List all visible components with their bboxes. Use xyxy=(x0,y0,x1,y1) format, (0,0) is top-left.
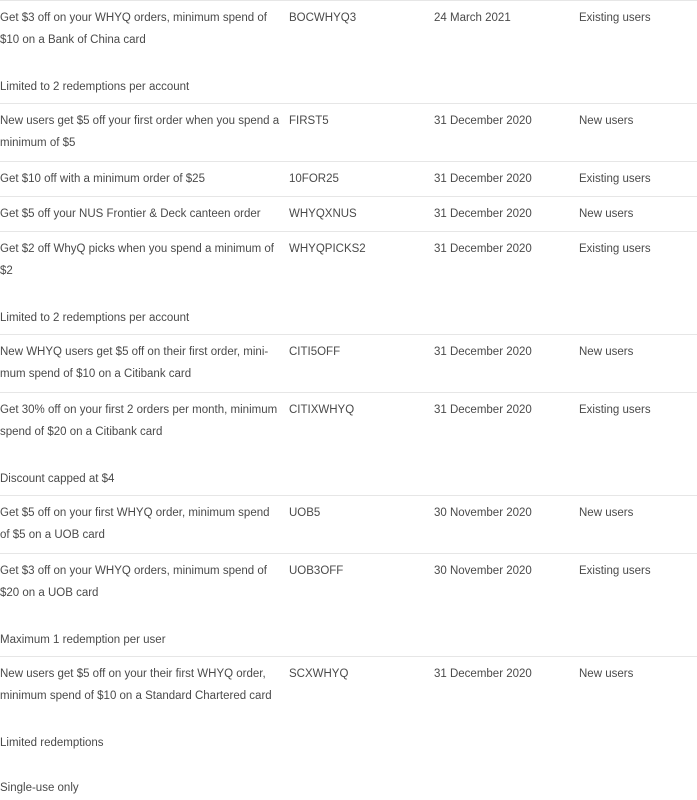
promo-expiry: 31 December 2020 xyxy=(434,115,532,127)
promo-expiry: 31 December 2020 xyxy=(434,346,532,358)
promo-description: Get 30% off on your first 2 orders per month, minimum spend of $20 on a Citibank card xyxy=(0,404,278,438)
promo-code: 10FOR25 xyxy=(289,173,339,185)
promo-note: Limited to 2 redemptions per account xyxy=(0,312,190,324)
promo-description: Get $5 off on your first WHYQ order, minimum spend of $5 on a UOB card xyxy=(0,507,270,541)
promo-expiry: 31 December 2020 xyxy=(434,668,532,680)
promo-row xyxy=(0,197,697,232)
promo-description: New WHYQ users get $5 off on their first order, mini-mum spend of $10 on a Citibank card xyxy=(0,346,269,380)
promo-eligibility: Existing users xyxy=(579,404,651,416)
promo-row xyxy=(0,232,697,335)
promo-eligibility: Existing users xyxy=(579,565,651,577)
promo-note: Maximum 1 redemption per user xyxy=(0,634,166,646)
promo-row xyxy=(0,162,697,197)
promo-description: Get $5 off your NUS Frontier & Deck canteen order xyxy=(0,208,261,220)
promo-eligibility: New users xyxy=(579,208,634,220)
promo-expiry: 31 December 2020 xyxy=(434,173,532,185)
promo-row xyxy=(0,1,697,104)
promo-row xyxy=(0,496,697,554)
promo-eligibility: Existing users xyxy=(579,173,651,185)
promo-description: Get $10 off with a minimum order of $25 xyxy=(0,173,205,185)
promo-note: Limited redemptions xyxy=(0,737,104,749)
promo-note: Limited to 2 redemptions per account xyxy=(0,81,190,93)
promo-expiry: 30 November 2020 xyxy=(434,565,532,577)
promo-description: New users get $5 off your first order when you spend a minimum of $5 xyxy=(0,115,280,149)
promo-eligibility: New users xyxy=(579,668,634,680)
promo-code: WHYQXNUS xyxy=(289,208,357,220)
promo-description: Get $3 off on your WHYQ orders, minimum spend of $20 on a UOB card xyxy=(0,565,267,599)
promo-row xyxy=(0,554,697,657)
promo-expiry: 31 December 2020 xyxy=(434,404,532,416)
promo-eligibility: Existing users xyxy=(579,12,651,24)
promo-code: CITI5OFF xyxy=(289,346,341,358)
promo-code: UOB3OFF xyxy=(289,565,344,577)
promo-eligibility: New users xyxy=(579,507,634,519)
promo-expiry: 31 December 2020 xyxy=(434,243,532,255)
promo-code: SCXWHYQ xyxy=(289,668,349,680)
promo-expiry: 24 March 2021 xyxy=(434,12,511,24)
promo-description: Get $3 off on your WHYQ orders, minimum spend of $10 on a Bank of China card xyxy=(0,12,267,46)
promo-description: New users get $5 off on your their first WHYQ order, minimum spend of $10 on a Standard Chartered card xyxy=(0,668,272,702)
promo-row xyxy=(0,657,697,800)
promo-note: Discount capped at $4 xyxy=(0,473,115,485)
promo-code: CITIXWHYQ xyxy=(289,404,355,416)
promo-expiry: 31 December 2020 xyxy=(434,208,532,220)
promo-code: WHYQPICKS2 xyxy=(289,243,366,255)
promo-code: UOB5 xyxy=(289,507,321,519)
promo-eligibility: New users xyxy=(579,346,634,358)
promo-row xyxy=(0,393,697,496)
promo-eligibility: Existing users xyxy=(579,243,651,255)
promo-row xyxy=(0,335,697,393)
promo-eligibility: New users xyxy=(579,115,634,127)
promo-description: Get $2 off WhyQ picks when you spend a minimum of $2 xyxy=(0,243,274,277)
promo-code: FIRST5 xyxy=(289,115,329,127)
promo-expiry: 30 November 2020 xyxy=(434,507,532,519)
promo-code: BOCWHYQ3 xyxy=(289,12,357,24)
promo-row xyxy=(0,104,697,162)
promo-note: Single-use only xyxy=(0,782,79,794)
